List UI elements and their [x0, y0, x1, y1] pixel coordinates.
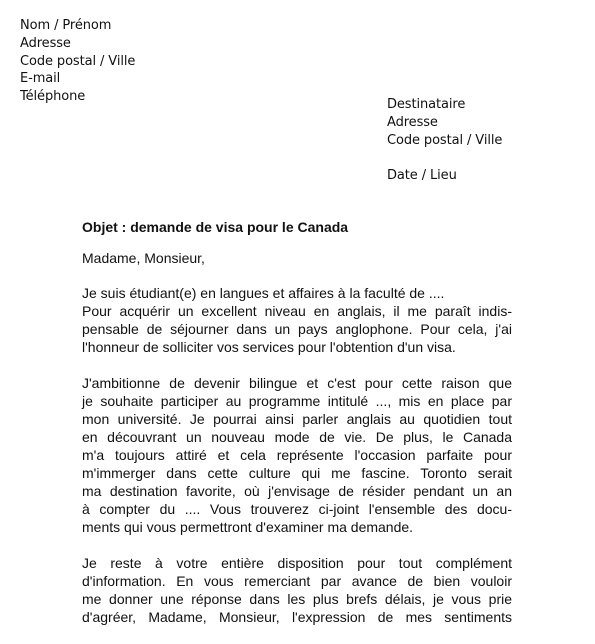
paragraph-line: d'agréer, Madame, Monsieur, l'expression de mes sentiments — [82, 609, 512, 625]
paragraph-line: Je reste à votre entière disposition pour tout complément — [82, 555, 512, 571]
paragraph-line: m'a toujours attiré et cela représente l'occasion parfaite pour — [82, 447, 512, 463]
recipient-address: Adresse — [387, 114, 438, 130]
sender-postal-city: Code postal / Ville — [20, 53, 136, 69]
paragraph-line: en découvrant un nouveau mode de vie. De plus, le Canada — [82, 429, 512, 445]
paragraph-line: me donner une réponse dans les plus brefs délais, je vous prie — [82, 591, 512, 607]
paragraph-intro — [82, 284, 512, 356]
paragraph-line: je souhaite participer au programme intitulé ..., mis en place par — [82, 393, 512, 409]
paragraph-line: m'immerger dans cette culture qui me fascine. Toronto serait — [82, 465, 512, 481]
paragraph-line: l'honneur de solliciter vos services pour l'obtention d'un visa. — [82, 339, 456, 355]
letter-body — [82, 218, 512, 644]
sender-name: Nom / Prénom — [20, 18, 112, 33]
paragraph-line: d'information. En vous remerciant par avance de bien vouloir — [82, 573, 512, 589]
paragraph-line: Je suis étudiant(e) en langues et affaires à la faculté de .... — [82, 285, 445, 301]
paragraph-line: ments qui vous permettront d'examiner ma demande. — [82, 519, 414, 535]
recipient-block — [387, 96, 502, 185]
sender-phone: Téléphone — [20, 89, 86, 105]
paragraph-line: Pour acquérir un excellent niveau en anglais, il me paraît indis- — [82, 303, 512, 319]
letter-subject: Objet : demande de visa pour le Canada — [82, 219, 349, 235]
paragraph-motivation — [82, 374, 512, 536]
paragraph-line: ma destination favorite, où j'envisage de résider pendant un an — [82, 483, 512, 499]
paragraph-closing — [82, 554, 512, 626]
paragraph-line: pensable de séjourner dans un pays anglophone. Pour cela, j'ai — [82, 321, 512, 337]
recipient-postal-city: Code postal / Ville — [387, 132, 503, 148]
date-place: Date / Lieu — [387, 168, 457, 184]
sender-block — [20, 17, 135, 106]
sender-email: E-mail — [20, 71, 61, 87]
paragraph-line: à compter du .... Vous trouverez ci-joint l'ensemble des docu- — [82, 501, 512, 517]
paragraph-line: J'ambitionne de devenir bilingue et c'est pour cette raison que — [82, 375, 512, 391]
recipient-label: Destinataire — [387, 97, 466, 112]
sender-address: Adresse — [20, 35, 71, 51]
paragraph-line: mon université. Je pourrai ainsi parler anglais au quotidien tout — [82, 411, 512, 427]
letter-salutation: Madame, Monsieur, — [82, 250, 205, 266]
